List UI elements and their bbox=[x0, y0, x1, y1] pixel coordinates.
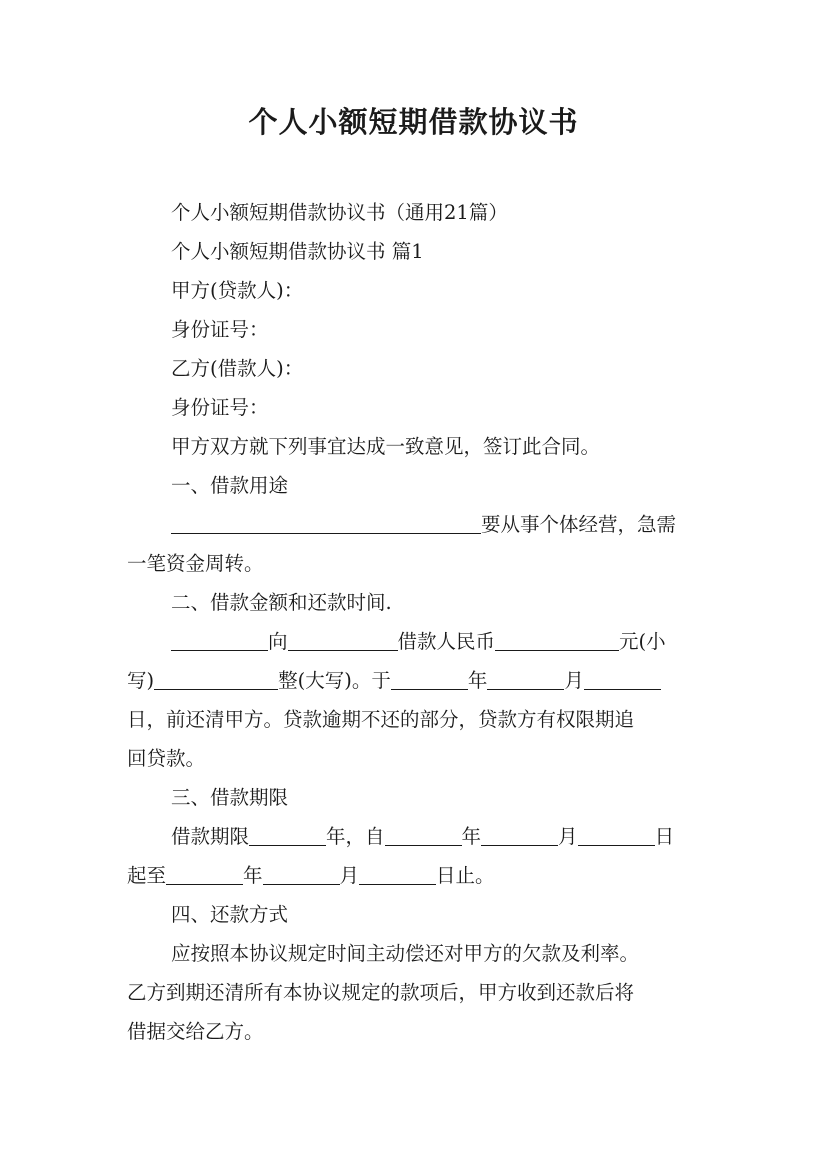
repay-deadline-line: 日，前还清甲方。贷款逾期不还的部分，贷款方有权限期追 bbox=[127, 708, 635, 731]
fill-blank bbox=[495, 649, 619, 651]
fill-blank bbox=[249, 844, 326, 846]
fill-blank bbox=[584, 688, 661, 690]
clause-heading-purpose: 一、借款用途 bbox=[171, 474, 289, 497]
clause-heading-term: 三、借款期限 bbox=[171, 786, 289, 809]
fill-blank bbox=[578, 844, 655, 846]
fill-blank bbox=[171, 532, 481, 534]
fill-blank bbox=[171, 649, 268, 651]
text-segment: 日止。 bbox=[436, 864, 495, 887]
text-segment: 元(小 bbox=[619, 630, 666, 653]
text-segment: 借款人民币 bbox=[397, 630, 496, 653]
term-line-cont bbox=[127, 856, 707, 895]
document-body bbox=[127, 193, 707, 1051]
purpose-line-cont: 一笔资金周转。 bbox=[127, 552, 264, 575]
fill-blank bbox=[385, 844, 462, 846]
text-segment: 起至 bbox=[127, 864, 167, 887]
text-segment: 日 bbox=[654, 825, 675, 848]
term-line bbox=[127, 817, 707, 856]
repay-deadline-cont: 回贷款。 bbox=[127, 747, 206, 770]
text-segment: 写) bbox=[127, 669, 155, 692]
clause-heading-amount: 二、借款金额和还款时间. bbox=[171, 591, 392, 614]
text-segment: 月 bbox=[558, 825, 578, 848]
section-heading: 个人小额短期借款协议书 篇1 bbox=[171, 240, 424, 263]
agreement-intro: 甲方双方就下列事宜达成一致意见，签订此合同。 bbox=[171, 435, 601, 458]
purpose-line bbox=[127, 505, 707, 544]
text-segment: 月 bbox=[564, 669, 584, 692]
text-segment: 年 bbox=[243, 864, 263, 887]
fill-blank bbox=[288, 649, 398, 651]
repayment-paragraph-cont: 乙方到期还清所有本协议规定的款项后，甲方收到还款后将 bbox=[127, 981, 635, 1004]
repayment-paragraph: 应按照本协议规定时间主动偿还对甲方的欠款及利率。 bbox=[171, 942, 640, 965]
fill-blank bbox=[481, 844, 558, 846]
party-a-id-line: 身份证号： bbox=[171, 318, 269, 341]
text-segment: 整(大写)。于 bbox=[278, 669, 391, 692]
party-a-line: 甲方(贷款人)： bbox=[171, 279, 304, 302]
party-b-id-line: 身份证号： bbox=[171, 396, 269, 419]
text-segment: 年 bbox=[461, 825, 482, 848]
text-segment: 要从事个体经营，急需 bbox=[481, 513, 677, 536]
fill-blank bbox=[263, 883, 340, 885]
amount-line-cont bbox=[127, 661, 707, 700]
text-segment: 年，自 bbox=[326, 825, 385, 848]
subtitle-line: 个人小额短期借款协议书（通用21篇） bbox=[171, 201, 508, 224]
text-segment: 向 bbox=[268, 630, 288, 653]
amount-line bbox=[127, 622, 707, 661]
fill-blank bbox=[154, 688, 278, 690]
clause-heading-repayment: 四、还款方式 bbox=[171, 903, 289, 926]
text-segment: 借款期限 bbox=[171, 825, 250, 848]
document-title: 个人小额短期借款协议书 bbox=[248, 105, 579, 139]
fill-blank bbox=[166, 883, 243, 885]
text-segment: 年 bbox=[467, 669, 488, 692]
repayment-paragraph-end: 借据交给乙方。 bbox=[127, 1020, 264, 1043]
fill-blank bbox=[487, 688, 564, 690]
party-b-line: 乙方(借款人)： bbox=[171, 357, 304, 380]
fill-blank bbox=[359, 883, 436, 885]
fill-blank bbox=[391, 688, 468, 690]
text-segment: 月 bbox=[339, 864, 360, 887]
